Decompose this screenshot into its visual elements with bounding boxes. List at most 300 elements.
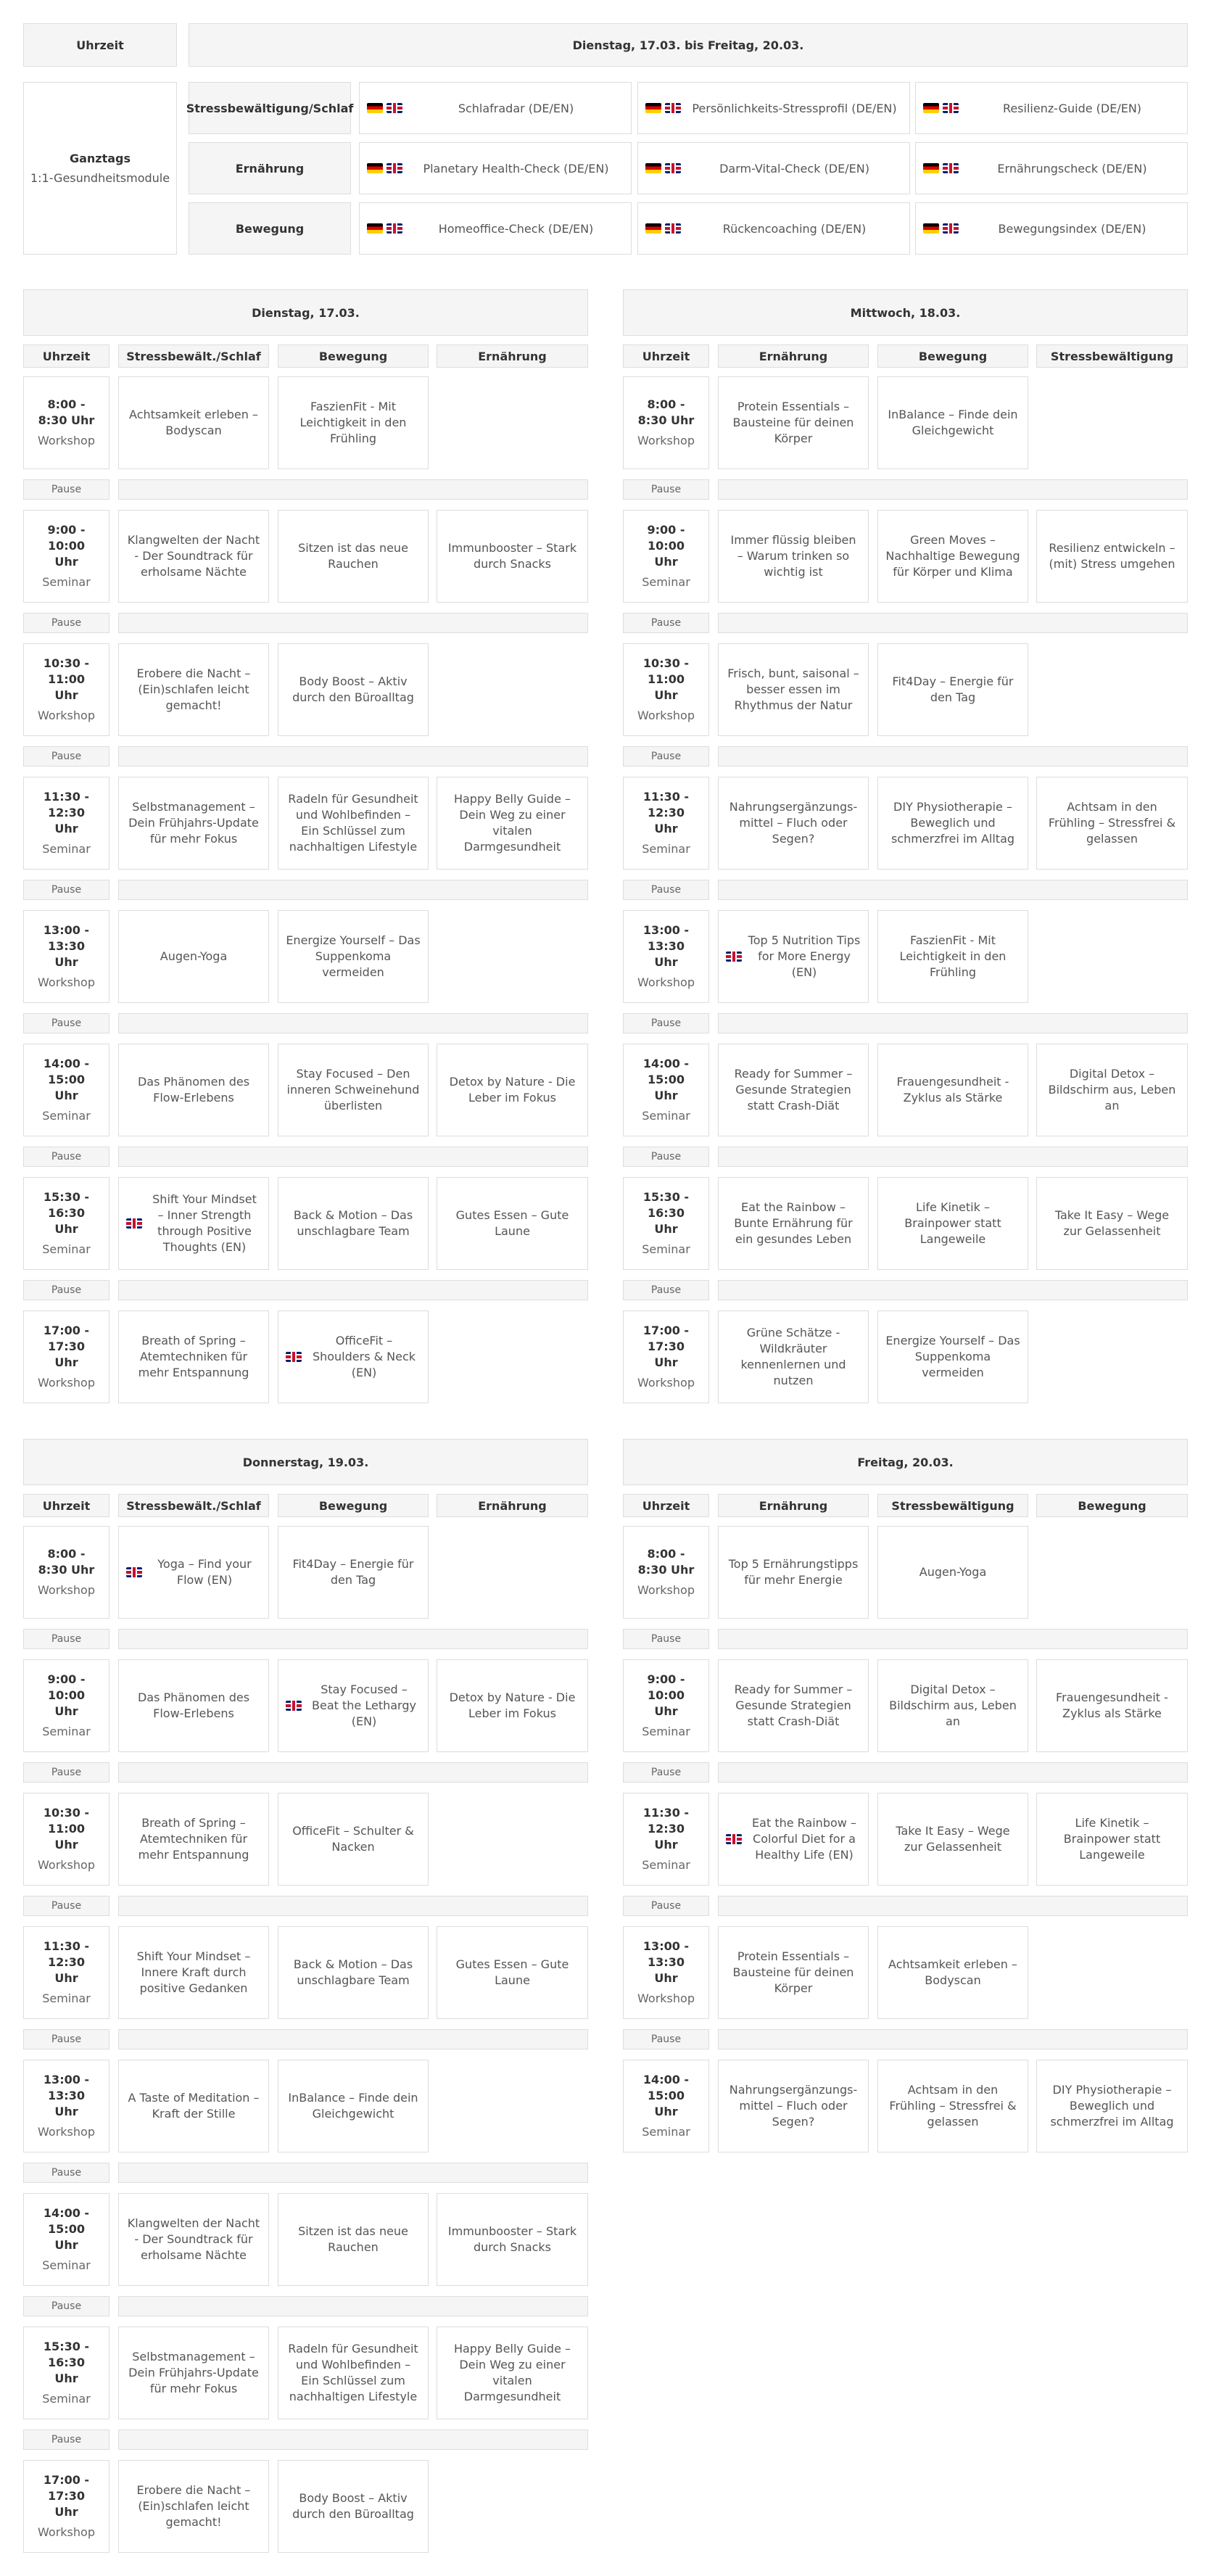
session-card[interactable]: Sitzen ist das neue Rauchen [278,510,429,603]
slot-time [623,376,709,469]
session-title: Stay Focused – Beat the Lethargy (EN) [312,1683,416,1728]
pause-bar [718,479,1188,500]
session-card[interactable]: Gutes Essen – Gute Laune [437,1926,588,2019]
slot-time [23,510,109,603]
session-card[interactable] [718,1793,869,1886]
slot-time [23,2193,109,2286]
health-module-item[interactable] [637,202,910,255]
slot-time-range: 10:30 - 11:00 Uhr [642,656,690,702]
session-card[interactable]: Energize Yourself – Das Suppenkoma vermeiden [278,910,429,1003]
session-card[interactable]: Eat the Rainbow – Bunte Ernährung für ein gesundes Leben [718,1177,869,1270]
gb-flag-icon [286,1352,302,1362]
pause-bar [718,1896,1188,1916]
gb-flag-icon [286,1701,302,1711]
flags [645,103,681,113]
de-flag-icon [367,103,383,113]
column-header: Bewegung [278,1494,429,1517]
slot-time-range: 13:00 - 13:30 Uhr [43,923,90,969]
de-flag-icon [645,103,661,113]
session-card[interactable]: Fit4Day – Energie für den Tag [877,643,1028,736]
column-header: Uhrzeit [23,344,109,368]
session-card[interactable] [118,1526,269,1619]
slot-type: Seminar [642,1109,690,1123]
slot-time [623,510,709,603]
pause-label: Pause [623,2029,709,2049]
overview-category: Bewegung [189,202,351,255]
slot-time [623,1177,709,1270]
session-card[interactable]: Frauengesundheit - Zyklus als Stärke [877,1044,1028,1136]
overview-category: Stressbewältigung/Schlaf [189,82,351,134]
pause-label: Pause [623,1013,709,1033]
slot-type: Seminar [42,1725,91,1738]
slot-time-range: 9:00 - 10:00 Uhr [647,523,685,569]
gb-flag-icon [665,163,681,173]
session-card[interactable]: DIY Physiotherapie – Beweglich und schmerzfrei im Alltag [877,777,1028,870]
pause-bar [718,1147,1188,1167]
session-card[interactable]: Energize Yourself – Das Suppenkoma vermeiden [877,1310,1028,1403]
slot-type: Workshop [38,2525,95,2539]
flags [923,103,959,113]
pause-bar [718,746,1188,767]
session-card[interactable]: Immunbooster – Stark durch Snacks [437,2193,588,2286]
session-card[interactable]: Shift Your Mindset – Innere Kraft durch positive Gedanken [118,1926,269,2019]
health-module-label: Homeoffice-Check (DE/EN) [438,221,594,236]
column-header: Stressbewält./Schlaf [118,344,269,368]
day-title: Freitag, 20.03. [623,1439,1188,1485]
slot-type: Workshop [637,1376,695,1390]
pause-label: Pause [23,880,109,900]
pause-label: Pause [623,1280,709,1300]
slot-time [623,1044,709,1136]
pause-label: Pause [623,1896,709,1916]
slot-time-range: 9:00 - 10:00 Uhr [47,1672,86,1718]
pause-bar [718,1013,1188,1033]
slot-time [23,777,109,870]
slot-type: Workshop [38,2125,95,2139]
gb-flag-icon [387,103,402,113]
health-module-item[interactable] [915,82,1188,134]
gb-flag-icon [665,223,681,234]
slot-time [23,2460,109,2553]
slot-type: Seminar [642,1725,690,1738]
slot-time-range: 11:30 - 12:30 Uhr [43,1939,90,1985]
pause-label: Pause [623,1147,709,1167]
session-card[interactable]: Gutes Essen – Gute Laune [437,1177,588,1270]
session-card[interactable]: Augen-Yoga [877,1526,1028,1619]
session-card[interactable]: Augen-Yoga [118,910,269,1003]
pause-label: Pause [623,746,709,767]
session-title: Top 5 Nutrition Tips for More Energy (EN) [748,933,861,979]
slot-time-range: 11:30 - 12:30 Uhr [642,790,690,835]
flags [286,1352,302,1362]
health-module-label: Rückencoaching (DE/EN) [722,221,867,236]
session-card[interactable]: Ready for Summer – Gesunde Strategien statt Crash-Diät [718,1659,869,1752]
flags [126,1567,142,1577]
overview-category: Ernährung [189,142,351,194]
pause-label: Pause [623,1762,709,1783]
gb-flag-icon [726,1834,742,1844]
session-card[interactable]: Life Kinetik – Brainpower statt Langeweile [1036,1793,1188,1886]
slot-time-range: 15:30 - 16:30 Uhr [43,1190,90,1236]
slot-type: Workshop [38,1376,95,1390]
session-card[interactable]: Radeln für Gesundheit und Wohlbefinden – Ein Schlüssel zum nachhaltigen Lifestyle [278,2327,429,2419]
slot-type: Seminar [42,1109,91,1123]
session-card[interactable]: Immunbooster – Stark durch Snacks [437,510,588,603]
session-card[interactable]: Erobere die Nacht – (Ein)schlafen leicht gemacht! [118,2460,269,2553]
pause-bar [118,746,588,767]
slot-time-range: 11:30 - 12:30 Uhr [642,1806,690,1852]
pause-label: Pause [23,1896,109,1916]
pause-bar [118,2296,588,2316]
session-card[interactable]: Selbstmanagement – Dein Frühjahrs-Update für mehr Fokus [118,777,269,870]
slot-type: Workshop [38,975,95,989]
flags [923,223,959,234]
flags [367,163,402,173]
session-card[interactable]: Body Boost – Aktiv durch den Büroalltag [278,2460,429,2553]
de-flag-icon [367,163,383,173]
flags [645,163,681,173]
slot-time [623,910,709,1003]
flags [726,1834,742,1844]
pause-label: Pause [23,2029,109,2049]
health-module-label: Bewegungsindex (DE/EN) [998,221,1146,236]
session-card[interactable]: Achtsam in den Frühling – Stressfrei & gelassen [877,2060,1028,2152]
column-header: Bewegung [877,344,1028,368]
slot-type: Seminar [642,2125,690,2139]
column-header: Ernährung [718,344,869,368]
session-card[interactable]: Fit4Day – Energie für den Tag [278,1526,429,1619]
health-module-label: Schlafradar (DE/EN) [458,101,574,115]
de-flag-icon [923,103,939,113]
slot-type: Workshop [38,709,95,722]
slot-time-range: 15:30 - 16:30 Uhr [43,2340,90,2385]
slot-time [623,1793,709,1886]
slot-time [23,1926,109,2019]
pause-bar [718,880,1188,900]
pause-bar [718,2029,1188,2049]
session-card[interactable]: Breath of Spring – Atemtechniken für mehr Entspannung [118,1310,269,1403]
slot-time [23,1310,109,1403]
slot-time-range: 9:00 - 10:00 Uhr [47,523,86,569]
slot-time [623,777,709,870]
slot-type: Seminar [642,575,690,589]
slot-time [623,1310,709,1403]
session-card[interactable]: Stay Focused – Den inneren Schweinehund überlisten [278,1044,429,1136]
health-module-label: Planetary Health-Check (DE/EN) [423,161,609,176]
pause-label: Pause [623,1629,709,1649]
column-header: Ernährung [718,1494,869,1517]
slot-time [23,1177,109,1270]
day-title: Mittwoch, 18.03. [623,289,1188,336]
pause-label: Pause [23,2430,109,2450]
pause-bar [118,2163,588,2183]
gb-flag-icon [126,1567,142,1577]
slot-time-range: 17:00 - 17:30 Uhr [642,1324,690,1369]
slot-type: Seminar [642,1858,690,1872]
pause-label: Pause [23,1629,109,1649]
slot-time-range: 14:00 - 15:00 Uhr [43,1057,90,1102]
slot-time-range: 13:00 - 13:30 Uhr [642,923,690,969]
flags [286,1701,302,1711]
flags [923,163,959,173]
session-card[interactable]: Erobere die Nacht – (Ein)schlafen leicht gemacht! [118,643,269,736]
column-header: Bewegung [278,344,429,368]
de-flag-icon [367,223,383,234]
gb-flag-icon [943,103,959,113]
pause-bar [118,613,588,633]
pause-label: Pause [23,2163,109,2183]
session-card[interactable] [118,1177,269,1270]
health-module-item[interactable] [915,142,1188,194]
session-card[interactable]: FaszienFit - Mit Leichtigkeit in den Frühling [278,376,429,469]
overview-time-cell [23,82,177,255]
slot-time-range: 17:00 - 17:30 Uhr [43,2473,90,2519]
health-module-label: Persönlichkeits-Stressprofil (DE/EN) [692,101,897,115]
column-header: Stressbewält./Schlaf [118,1494,269,1517]
session-card[interactable]: Protein Essentials – Bausteine für deinen Körper [718,376,869,469]
slot-time [23,1659,109,1752]
pause-bar [118,479,588,500]
session-card[interactable]: InBalance – Finde dein Gleichgewicht [877,376,1028,469]
pause-bar [118,1762,588,1783]
de-flag-icon [645,223,661,234]
slot-type: Seminar [642,842,690,856]
session-card[interactable] [718,910,869,1003]
slot-time-range: 8:00 - 8:30 Uhr [38,397,95,427]
column-header: Bewegung [1036,1494,1188,1517]
column-header: Stressbewältigung [877,1494,1028,1517]
pause-bar [718,1629,1188,1649]
session-card[interactable]: Happy Belly Guide – Dein Weg zu einer vitalen Darmgesundheit [437,2327,588,2419]
de-flag-icon [645,163,661,173]
session-card[interactable]: Nahrungsergänzungs-mittel – Fluch oder Segen? [718,2060,869,2152]
session-card[interactable]: Frisch, bunt, saisonal – besser essen im Rhythmus der Natur [718,643,869,736]
slot-type: Workshop [38,1858,95,1872]
health-module-label: Ernährungscheck (DE/EN) [997,161,1147,176]
session-card[interactable]: Breath of Spring – Atemtechniken für mehr Entspannung [118,1793,269,1886]
session-card[interactable]: Resilienz entwickeln – (mit) Stress umgehen [1036,510,1188,603]
session-card[interactable]: Ready for Summer – Gesunde Strategien statt Crash-Diät [718,1044,869,1136]
session-card[interactable]: Take It Easy – Wege zur Gelassenheit [1036,1177,1188,1270]
pause-label: Pause [623,613,709,633]
session-card[interactable]: DIY Physiotherapie – Beweglich und schmerzfrei im Alltag [1036,2060,1188,2152]
session-card[interactable]: Achtsamkeit erleben – Bodyscan [118,376,269,469]
slot-type: Seminar [42,2258,91,2272]
slot-time-range: 13:00 - 13:30 Uhr [43,2073,90,2118]
flags [367,223,402,234]
column-header: Uhrzeit [623,344,709,368]
slot-time-range: 10:30 - 11:00 Uhr [43,656,90,702]
health-module-item[interactable] [359,142,632,194]
session-title: OfficeFit – Shoulders & Neck (EN) [312,1334,416,1379]
pause-label: Pause [23,1013,109,1033]
slot-time-range: 8:00 - 8:30 Uhr [637,1547,695,1577]
slot-time [623,643,709,736]
gb-flag-icon [726,951,742,962]
session-card[interactable]: Happy Belly Guide – Dein Weg zu einer vitalen Darmgesundheit [437,777,588,870]
overview-range-header: Dienstag, 17.03. bis Freitag, 20.03. [189,23,1188,67]
health-module-item[interactable] [915,202,1188,255]
slot-type: Seminar [42,575,91,589]
day-title: Donnerstag, 19.03. [23,1439,588,1485]
pause-bar [118,1147,588,1167]
session-card[interactable]: Klangwelten der Nacht - Der Soundtrack für erholsame Nächte [118,510,269,603]
session-card[interactable]: Green Moves – Nachhaltige Bewegung für Körper und Klima [877,510,1028,603]
slot-time [23,376,109,469]
pause-bar [118,1629,588,1649]
slot-type: Seminar [642,1242,690,1256]
session-card[interactable]: Grüne Schätze - Wildkräuter kennenlernen und nutzen [718,1310,869,1403]
session-card[interactable]: Life Kinetik – Brainpower statt Langeweile [877,1177,1028,1270]
flags [645,223,681,234]
session-card[interactable]: Protein Essentials – Bausteine für deinen Körper [718,1926,869,2019]
column-header: Ernährung [437,344,588,368]
slot-time [623,2060,709,2152]
session-title: Yoga – Find your Flow (EN) [157,1557,252,1587]
slot-time [23,910,109,1003]
health-module-item[interactable] [359,82,632,134]
slot-type: Workshop [38,434,95,447]
slot-type: Seminar [42,1242,91,1256]
slot-type: Seminar [42,2392,91,2406]
session-card[interactable]: Selbstmanagement – Dein Frühjahrs-Update für mehr Fokus [118,2327,269,2419]
pause-bar [118,2430,588,2450]
slot-time [23,643,109,736]
session-card[interactable]: Klangwelten der Nacht - Der Soundtrack für erholsame Nächte [118,2193,269,2286]
pause-label: Pause [23,1280,109,1300]
pause-label: Pause [23,2296,109,2316]
column-header: Ernährung [437,1494,588,1517]
slot-time-range: 10:30 - 11:00 Uhr [43,1806,90,1852]
pause-label: Pause [23,1147,109,1167]
column-header: Uhrzeit [623,1494,709,1517]
session-card[interactable]: Sitzen ist das neue Rauchen [278,2193,429,2286]
health-module-item[interactable] [359,202,632,255]
de-flag-icon [923,223,939,234]
slot-time-range: 8:00 - 8:30 Uhr [38,1547,95,1577]
pause-label: Pause [23,479,109,500]
pause-label: Pause [23,613,109,633]
slot-time-range: 11:30 - 12:30 Uhr [43,790,90,835]
pause-label: Pause [23,746,109,767]
session-card[interactable]: Digital Detox – Bildschirm aus, Leben an [877,1659,1028,1752]
health-module-label: Resilienz-Guide (DE/EN) [1002,101,1142,115]
slot-type: Workshop [637,975,695,989]
pause-bar [118,1896,588,1916]
slot-time [623,1526,709,1619]
session-card[interactable]: Back & Motion – Das unschlagbare Team [278,1177,429,1270]
de-flag-icon [923,163,939,173]
session-card[interactable]: Immer flüssig bleiben – Warum trinken so wichtig ist [718,510,869,603]
slot-type: Workshop [637,709,695,722]
pause-bar [118,880,588,900]
flags [126,1218,142,1229]
slot-type: Seminar [42,842,91,856]
slot-type: Workshop [637,1583,695,1597]
pause-bar [718,613,1188,633]
session-card[interactable] [278,1310,429,1403]
gb-flag-icon [943,163,959,173]
slot-time [23,2060,109,2152]
day-title: Dienstag, 17.03. [23,289,588,336]
gb-flag-icon [665,103,681,113]
session-card[interactable]: Radeln für Gesundheit und Wohlbefinden – Ein Schlüssel zum nachhaltigen Lifestyle [278,777,429,870]
overview-time-header: Uhrzeit [23,23,177,67]
session-card[interactable]: OfficeFit – Schulter & Nacken [278,1793,429,1886]
session-card[interactable]: Achtsam in den Frühling – Stressfrei & gelassen [1036,777,1188,870]
flags [367,103,402,113]
column-header: Stressbewältigung [1036,344,1188,368]
session-card[interactable]: Frauengesundheit - Zyklus als Stärke [1036,1659,1188,1752]
slot-type: Workshop [637,434,695,447]
slot-type: Workshop [637,1991,695,2005]
pause-label: Pause [623,880,709,900]
session-card[interactable]: Digital Detox – Bildschirm aus, Leben an [1036,1044,1188,1136]
slot-type: Workshop [38,1583,95,1597]
session-card[interactable]: Detox by Nature - Die Leber im Fokus [437,1044,588,1136]
slot-time [623,1659,709,1752]
health-module-label: Darm-Vital-Check (DE/EN) [719,161,869,176]
gb-flag-icon [126,1218,142,1229]
slot-time [623,1926,709,2019]
session-card[interactable]: Back & Motion – Das unschlagbare Team [278,1926,429,2019]
session-card[interactable]: InBalance – Finde dein Gleichgewicht [278,2060,429,2152]
session-card[interactable] [278,1659,429,1752]
slot-time-range: 8:00 - 8:30 Uhr [637,397,695,427]
gb-flag-icon [387,223,402,234]
slot-time-range: 14:00 - 15:00 Uhr [642,2073,690,2118]
gb-flag-icon [387,163,402,173]
slot-time [23,2327,109,2419]
overview-time-subtitle: 1:1-Gesundheitsmodule [30,171,170,185]
pause-label: Pause [23,1762,109,1783]
session-card[interactable]: Das Phänomen des Flow-Erlebens [118,1659,269,1752]
slot-time-range: 15:30 - 16:30 Uhr [642,1190,690,1236]
health-module-item[interactable] [637,82,910,134]
session-card[interactable]: Top 5 Ernährungstipps für mehr Energie [718,1526,869,1619]
session-title: Shift Your Mindset – Inner Strength through Positive Thoughts (EN) [152,1192,257,1254]
pause-bar [718,1280,1188,1300]
pause-label: Pause [623,479,709,500]
slot-time [23,1044,109,1136]
session-card[interactable]: Achtsamkeit erleben – Bodyscan [877,1926,1028,2019]
session-title: Eat the Rainbow – Colorful Diet for a Healthy Life (EN) [752,1816,856,1862]
session-card[interactable]: Das Phänomen des Flow-Erlebens [118,1044,269,1136]
session-card[interactable]: FaszienFit - Mit Leichtigkeit in den Frühling [877,910,1028,1003]
slot-time [23,1526,109,1619]
flags [726,951,742,962]
slot-time-range: 14:00 - 15:00 Uhr [642,1057,690,1102]
session-card[interactable]: Nahrungsergänzungs-mittel – Fluch oder Segen? [718,777,869,870]
health-module-item[interactable] [637,142,910,194]
session-card[interactable]: Body Boost – Aktiv durch den Büroalltag [278,643,429,736]
session-card[interactable]: Take It Easy – Wege zur Gelassenheit [877,1793,1028,1886]
slot-time-range: 13:00 - 13:30 Uhr [642,1939,690,1985]
slot-time-range: 14:00 - 15:00 Uhr [43,2206,90,2252]
slot-type: Seminar [42,1991,91,2005]
pause-bar [718,1762,1188,1783]
pause-bar [118,1013,588,1033]
session-card[interactable]: Detox by Nature - Die Leber im Fokus [437,1659,588,1752]
slot-time-range: 17:00 - 17:30 Uhr [43,1324,90,1369]
pause-bar [118,1280,588,1300]
slot-time [23,1793,109,1886]
gb-flag-icon [943,223,959,234]
overview-time-title: Ganztags [69,152,131,165]
session-card[interactable]: A Taste of Meditation – Kraft der Stille [118,2060,269,2152]
pause-bar [118,2029,588,2049]
slot-time-range: 9:00 - 10:00 Uhr [647,1672,685,1718]
